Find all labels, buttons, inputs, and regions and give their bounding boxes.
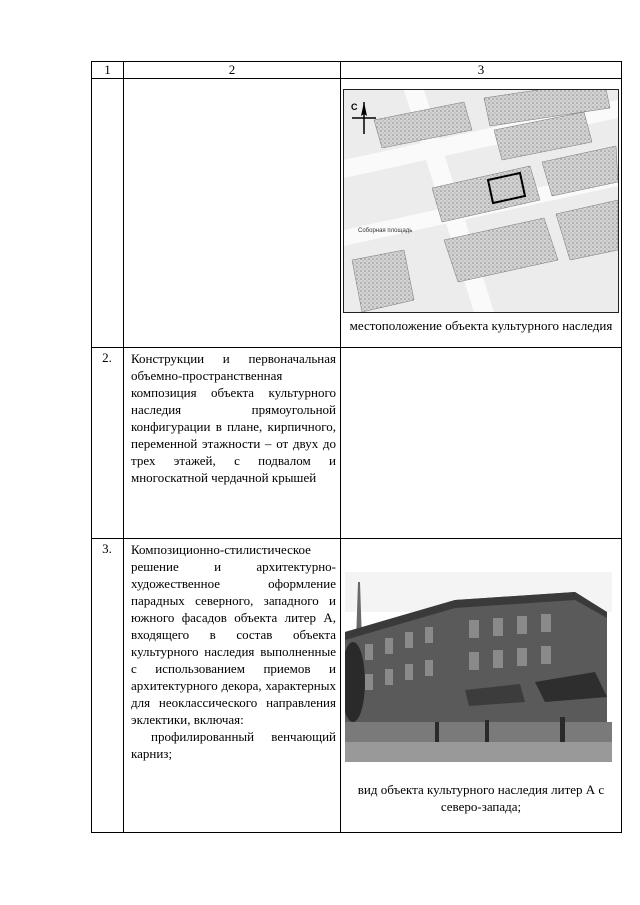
building-photo-drawing [345, 572, 612, 762]
row-3-description [131, 541, 336, 762]
table-border-bottom [91, 832, 622, 833]
table-column-divider-1 [123, 61, 124, 833]
map-drawing [344, 90, 618, 312]
column-header-1: 1 [104, 62, 111, 77]
map-caption: местоположение объекта культурного наследия [349, 318, 613, 333]
photo-caption: вид объекта культурного наследия литер А с северо-запада; [357, 782, 605, 814]
table-header-divider [91, 78, 622, 79]
row-number-3: 3. [102, 541, 112, 556]
building-photo [345, 572, 612, 762]
row-2-description: Конструкции и первоначальная объемно-пространственная композиция объекта культурного наследия прямоугольной конфигурации в плане, кирпичного, переменной этажности – от двух до трех этажей, с подвалом и многоскатной чердачной крышей [131, 351, 336, 485]
column-header-3: 3 [477, 62, 485, 77]
row-3-subitem: профилированный венчающий карниз; [131, 729, 336, 761]
north-label: С [351, 102, 358, 112]
row-3-main-text: Композиционно-стилистическое решение и архитектурно-художественное оформление парадных северного, западного и южного фасадов объекта литер А, входящего в состав объекта культурного наследия выполненные с использованием приемов и архитектурного декора, характерных для неоклассического направления эклектики, включая: [131, 542, 336, 727]
table-column-divider-2 [340, 61, 341, 833]
location-map [343, 89, 619, 313]
table-row-divider-2 [91, 538, 622, 539]
square-label: Соборная площадь [358, 228, 413, 234]
table-border-left [91, 61, 92, 833]
table-border-right [621, 61, 622, 833]
row-number-2: 2. [102, 350, 112, 365]
column-header-2: 2 [228, 62, 236, 77]
table-row-divider-1 [91, 347, 622, 348]
